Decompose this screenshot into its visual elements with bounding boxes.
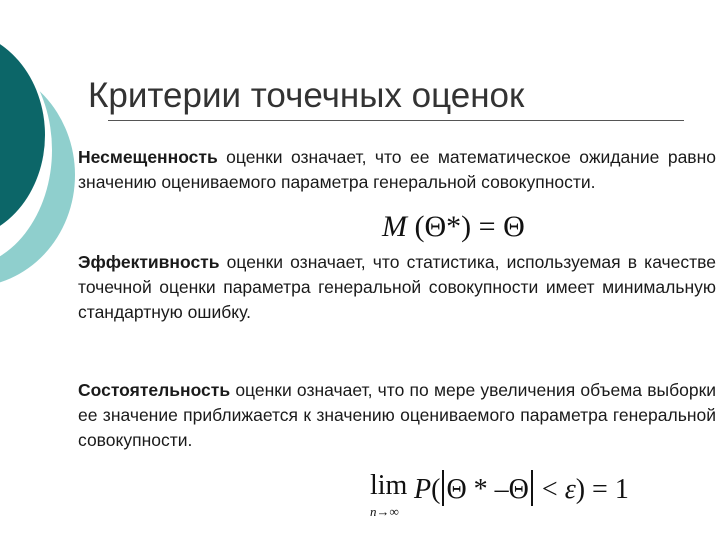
expectation-operator: M <box>382 210 407 243</box>
limit-operator <box>370 470 408 519</box>
close-and-result: ) = 1 <box>575 474 629 505</box>
criterion-term: Эффективность <box>78 252 220 272</box>
limit-subscript: n→∞ <box>370 504 399 519</box>
consistency-formula <box>370 470 640 520</box>
criterion-consistency <box>78 378 716 453</box>
criterion-efficiency <box>78 250 716 325</box>
criterion-unbiasedness <box>78 145 716 195</box>
expectation-argument: (Θ*) = Θ <box>407 210 525 243</box>
criterion-term: Несмещенность <box>78 147 218 167</box>
criterion-term: Состоятельность <box>78 380 231 400</box>
unbiasedness-formula <box>382 210 525 244</box>
criterion-text: оценки означает, что ее математическое ожидание равно значению оцениваемого параметра генеральной совокупности. <box>78 147 716 192</box>
epsilon-symbol: ε <box>564 474 576 505</box>
probability-symbol: P <box>414 474 432 505</box>
less-than-sign: < <box>534 474 565 505</box>
abs-bar-right <box>531 470 533 506</box>
corner-decoration <box>0 0 80 300</box>
open-paren: ( <box>431 474 441 505</box>
limit-expression <box>414 470 629 506</box>
criterion-text: оценки означает, что по мере увеличения объема выборки ее значение приближается к значению оцениваемого параметра генеральной совокупности. <box>78 380 716 450</box>
criterion-text: оценки означает, что статистика, используемая в качестве точечной оценки параметра генеральной совокупности имеет минимальную стандартную ошибку. <box>78 252 716 322</box>
abs-bar-left <box>442 470 444 506</box>
title-underline <box>108 120 684 121</box>
abs-inner-expression: Θ * –Θ <box>446 474 529 505</box>
limit-word: lim <box>370 470 408 501</box>
slide-title: Критерии точечных оценок <box>88 76 525 115</box>
